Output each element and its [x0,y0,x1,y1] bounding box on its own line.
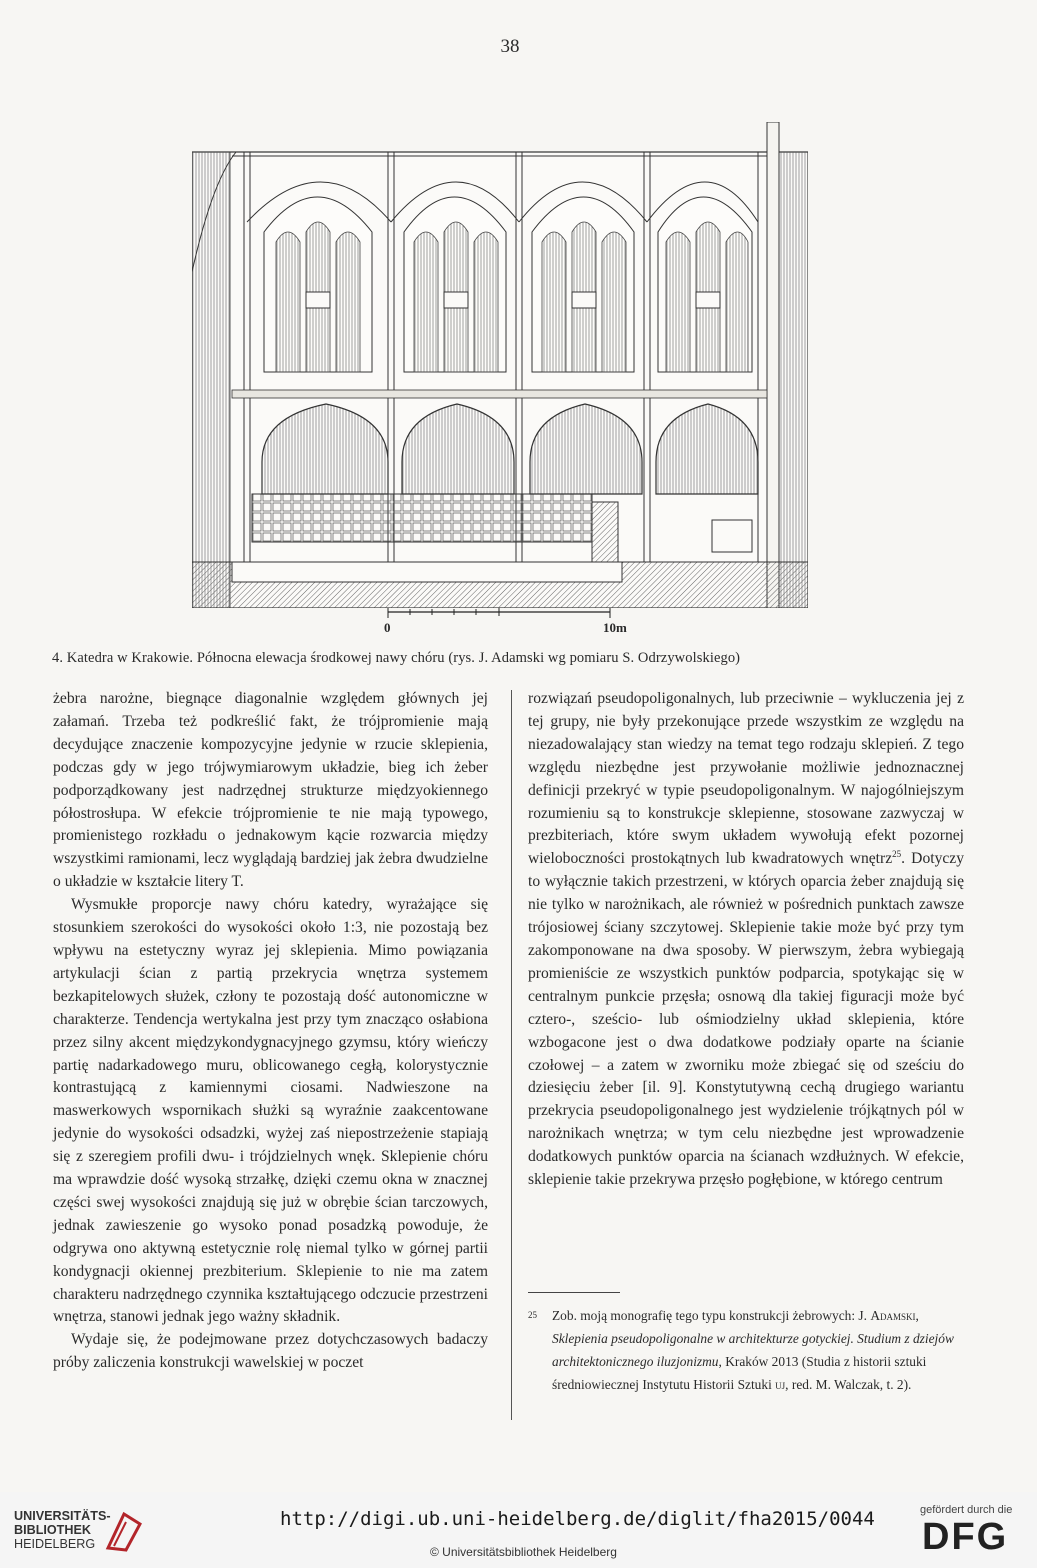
digitization-footer [0,1492,1037,1568]
footnote-reference[interactable]: 25 [892,849,902,860]
page-number: 38 [500,36,520,57]
paragraph: Wysmukłe proporcje nawy chóru katedry, wyrażające się stosunkiem szerokości do wysokości około 1:3, nie pozostają bez wpływu na estetyczny wyraz jej sklepienia. Mimo powiązania artykulacji ścian z partią przekrycia wnętrza systemem bezkapitelowych służek, człony te pozostają dość autonomiczne w charakterze. Tendencja wertykalna jest przy tym znacząco osłabiona przez silny akcent międzykondygnacyjnego gzymsu, który wieńczy partię nadarkadowego muru, oblicowanego cegłą, kolorystycznie kontrastującą z kamiennymi ciosami. Nadwieszone na maswerkowych wspornikach służki są wyraźnie zaakcentowane jedynie do wysokości odsadzki, wyżej zaś niepostrzeżenie stapiają się z szeregiem profili dwu- i trójdzielnych wnęk. Sklepienie chóru ma wprawdzie dość wysoką strzałkę, dzięki czemu okna w znacznej części swej wysokości znajdują się już w obrębie ścian tarczowych, jednak zawieszenie go wysoko ponad posadzką powoduje, że odgrywa ono aktywną estetycznie rolę niemal tylko w górnej partii kondygnacji okiennej prezbiterium. Sklepienie to nie ma zatem charakteru nadrzędnego czynnika kształtującego odczucie przestrzeni wnętrza, stanowi jednak jego ważny składnik. [53,896,488,1326]
footnote-number: 25 [528,1310,537,1320]
left-column [53,688,488,1375]
footnote-rule [528,1292,620,1293]
funder-label: gefördert durch die [920,1504,1013,1516]
paragraph: Wydaje się, że podejmowane przez dotychczasowych badaczy próby zaliczenia konstrukcji wawelskiej w poczet [53,1331,488,1372]
scale-start-label: 0 [384,620,391,635]
scale-end-label: 10m [603,620,627,635]
footnote-text: Zob. moją monografię tego typu konstrukcji żebrowych: J. Adamski, Sklepienia pseudopoligonalne w architekturze gotyckiej. Studium z dziejów architektonicznego iluzjonizmu, Kraków 2013 (Studia z historii sztuki średniowiecznej Instytutu Historii Sztuki uj, red. M. Walczak, t. 2). [552,1308,954,1392]
figure-caption: 4. Katedra w Krakowie. Północna elewacja środkowej nawy chóru (rys. J. Adamski wg pomiaru S. Odrzywolskiego) [52,650,741,666]
footnote [528,1304,968,1396]
scale-bar [385,606,635,636]
cathedral-elevation-drawing [192,122,808,608]
right-column [528,688,964,1192]
column-divider [511,690,512,1420]
library-emblem-icon [104,1508,144,1554]
copyright-notice: © Universitätsbibliothek Heidelberg [430,1545,617,1559]
permalink[interactable]: http://digi.ub.uni-heidelberg.de/diglit/fha2015/0044 [280,1508,875,1530]
dfg-logo[interactable]: DFG [922,1516,1009,1558]
footnote-title: Sklepienia pseudopoligonalne w architekturze gotyckiej. Studium z dziejów architektonicznego iluzjonizmu [552,1331,954,1369]
library-logo[interactable]: UNIVERSITÄTS- BIBLIOTHEK HEIDELBERG [14,1509,111,1551]
paragraph-text: rozwiązań pseudopoligonalnych, lub przeciwnie – wykluczenia jej z tej grupy, nie były przekonujące przede wszystkim ze względu na niezadowalający stan wiedzy na temat tego rodzaju sklepień. Z tego względu niezbędne jest przywołanie możliwie jednoznacznej definicji przekryć w typie pseudopoligonalnym. W najogólniejszym rozumieniu są to konstrukcje sklepienne, stosowane zazwyczaj w prezbiteriach, które swym układem wywołują efekt pozornej wieloboczności prostokątnych lub kwadratowych wnętrz [528,690,964,868]
paragraph [528,688,964,1192]
paragraph: żebra narożne, biegnące diagonalnie względem głównych jej załamań. Trzeba też podkreślić fakt, że trójpromienie mają decydujące znaczenie kompozycyjne jedynie w rzucie sklepienia, podczas gdy w jego trójwymiarowym układzie, bieg ich żeber podporządkowany jest nadrzędnej strukturze międzyokiennego półostrosłupa. W efekcie trójpromienie te nie mają typowego, promienistego rozkładu o jednakowym kącie rozwarcia między wszystkimi ramionami, lecz wyglądają bardziej jak żebra dwudzielne o układzie w kształcie litery T. [53,690,488,891]
paragraph-text: . Dotyczy to wyłącznie takich przestrzeni, w których oparcia żeber znajdują się nie tylko w narożnikach, ale również w pośrednich punktach zawsze trójosiowej ściany szczytowej. Sklepienie takie może być przy tym zakomponowane na dwa sposoby. W pierwszym, żebra wybiegają promieniście ze wszystkich punktów podparcia, spotykając się w centralnym punkcie przęsła; osnową dla takiej figuracji może być cztero-, sześcio- lub ośmiodzielny układ sklepienia, które wzbogacone jest o dwa dodatkowe podziały oparte na ścianie czołowej – a zatem w zworniku może zbiegać się od sześciu do dziesięciu żeber [il. 9]. Konstytutywną cechą drugiego wariantu przekrycia pseudopoligonalnego jest wydzielenie trójkątnych pól w narożnikach wnętrza; w tym celu niezbędne jest wprowadzenie dodatkowych punktów oparcia na ścianach wzdłużnych. W efekcie, sklepienie takie przekrywa przęsło pogłębione, w którego centrum [528,850,965,1189]
footnote-author: Adamski [870,1308,916,1323]
